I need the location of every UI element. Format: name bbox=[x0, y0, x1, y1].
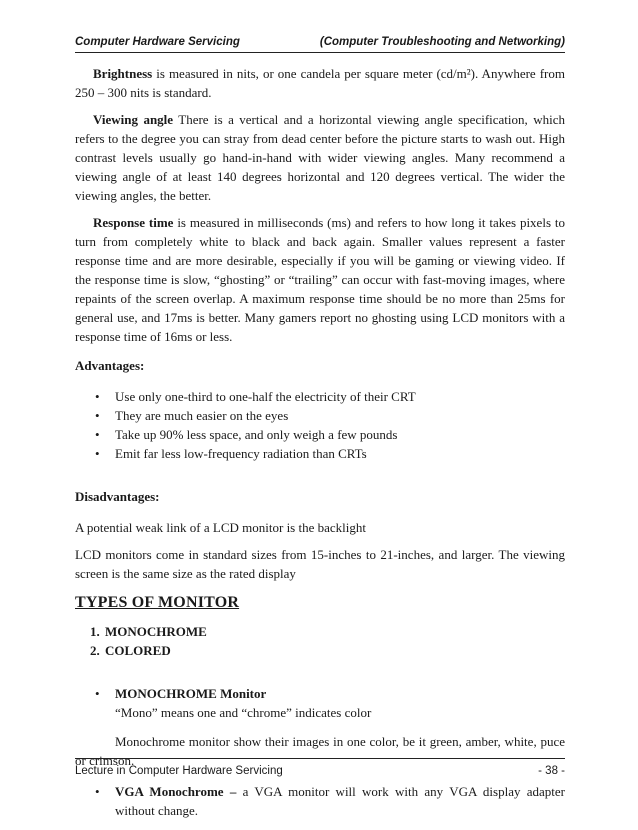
viewing-angle-text: There is a vertical and a horizontal viewing angle specification, which refers to the degree you can stray from dead center before the picture starts to wash out. High contrast levels usually go hand-in-hand with wider viewing angles. Many recommend a viewing angle of at least 140 degrees horizontal and 120 degrees vertical. The wider the viewing angles, the better. bbox=[75, 112, 565, 203]
monochrome-monitor-subtitle: “Mono” means one and “chrome” indicates color bbox=[115, 705, 372, 720]
monochrome-paragraph: Monochrome monitor show their images in one color, be it green, amber, white, puce or crimson. bbox=[75, 734, 565, 768]
bullet-icon: • bbox=[95, 446, 100, 461]
disadvantages-heading: Disadvantages: bbox=[75, 489, 160, 504]
vga-monochrome-text: a VGA monitor will work with any VGA display adapter without change. bbox=[115, 784, 565, 818]
response-time-paragraph bbox=[75, 213, 565, 346]
bullet-icon: • bbox=[95, 408, 100, 423]
advantage-text: They are much easier on the eyes bbox=[115, 408, 289, 423]
bullet-icon: • bbox=[95, 686, 100, 701]
list-item: 1. MONOCHROME bbox=[103, 622, 565, 641]
bullet-icon: • bbox=[95, 784, 100, 799]
page-header bbox=[75, 30, 565, 53]
lcd-sizes-paragraph: LCD monitors come in standard sizes from 15-inches to 21-inches, and larger. The viewing screen is the same size as the rated display bbox=[75, 547, 565, 581]
advantages-heading: Advantages: bbox=[75, 358, 145, 373]
types-of-monitor-heading: TYPES OF MONITOR bbox=[75, 594, 240, 611]
response-time-term: Response time bbox=[93, 215, 174, 230]
brightness-paragraph bbox=[75, 64, 565, 102]
header-right-title: (Computer Troubleshooting and Networking) bbox=[319, 36, 565, 48]
vga-monochrome-term: VGA Monochrome – bbox=[115, 784, 237, 799]
monochrome-monitor-title: MONOCHROME Monitor bbox=[115, 686, 267, 701]
advantage-text: Take up 90% less space, and only weigh a few pounds bbox=[115, 427, 398, 442]
header-left-title: Computer Hardware Servicing bbox=[75, 36, 240, 48]
bullet-icon: • bbox=[95, 389, 100, 404]
page-body bbox=[75, 64, 565, 830]
page-footer bbox=[75, 758, 565, 783]
advantage-text: Emit far less low-frequency radiation than CRTs bbox=[115, 446, 367, 461]
viewing-angle-paragraph bbox=[75, 110, 565, 205]
list-item: 2. COLORED bbox=[103, 641, 565, 660]
list-item bbox=[95, 387, 565, 406]
monochrome-monitor-item bbox=[75, 684, 565, 722]
advantages-list bbox=[75, 387, 565, 463]
brightness-term: Brightness bbox=[93, 66, 153, 81]
list-item bbox=[95, 406, 565, 425]
viewing-angle-term: Viewing angle bbox=[93, 112, 174, 127]
bullet-icon: • bbox=[95, 427, 100, 442]
vga-monochrome-item bbox=[75, 782, 565, 820]
footer-left-text: Lecture in Computer Hardware Servicing bbox=[75, 765, 283, 777]
monitor-types-list bbox=[75, 622, 565, 660]
advantage-text: Use only one-third to one-half the electricity of their CRT bbox=[115, 389, 416, 404]
brightness-text: is measured in nits, or one candela per square meter (cd/m²). Anywhere from 250 – 300 nits is standard. bbox=[75, 66, 565, 100]
response-time-text: is measured in milliseconds (ms) and refers to how long it takes pixels to turn from completely white to black and back again. Smaller values represent a faster response time and are more desirable, especially if you will be gaming or viewing video. If the response time is slow, “ghosting” or “trailing” can occur with fast-moving images, where repaints of the screen overlap. A maximum response time should be no more than 25ms for general use, and 17ms is better. Many gamers report no ghosting using LCD monitors with a response time of 16ms or less. bbox=[75, 215, 565, 344]
page-number: - 38 - bbox=[538, 765, 565, 777]
list-item bbox=[95, 444, 565, 463]
disadvantage-text: A potential weak link of a LCD monitor is the backlight bbox=[75, 520, 367, 535]
list-item bbox=[95, 425, 565, 444]
